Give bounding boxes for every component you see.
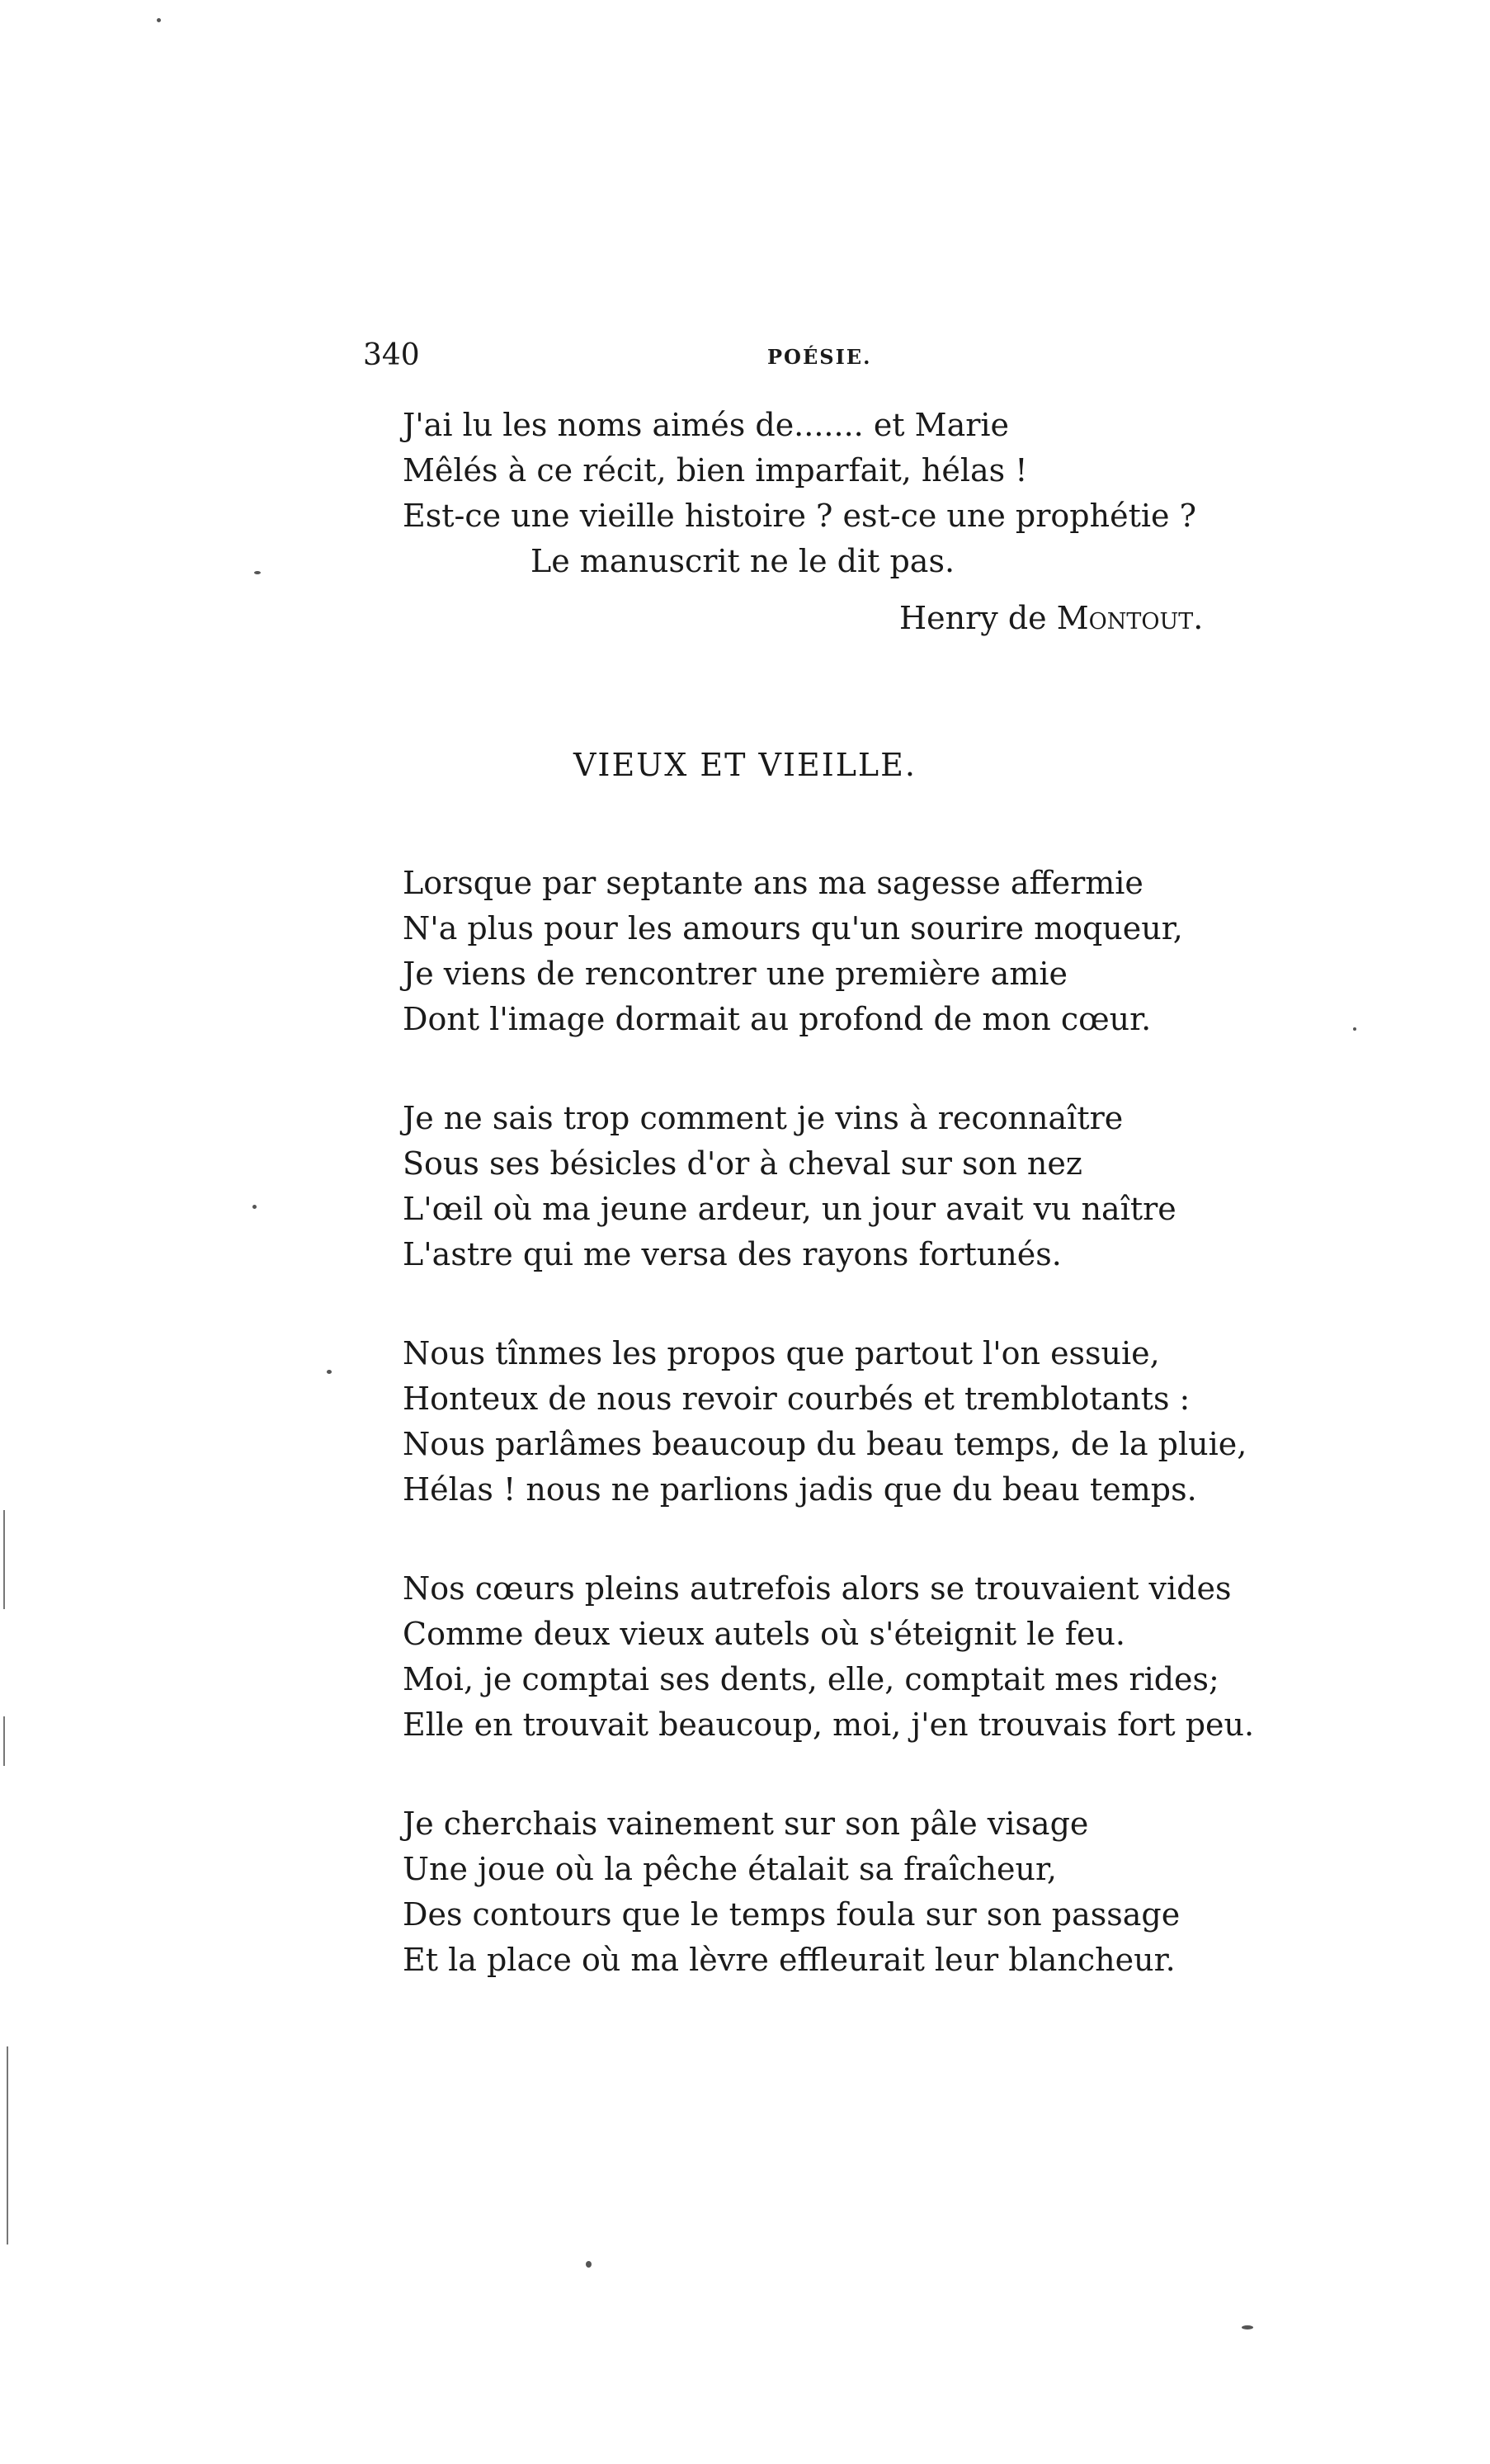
stanza-3	[403, 1331, 1247, 1513]
stanza-5	[403, 1801, 1180, 1983]
verse-line: Mêlés à ce récit, bien imparfait, hélas !	[403, 452, 1028, 489]
verse-line: Des contours que le temps foula sur son passage	[403, 1896, 1181, 1933]
verse-line: Une joue où la pêche étalait sa fraîcheur,	[403, 1851, 1058, 1887]
verse-line: Nous tînmes les propos que partout l'on essuie,	[403, 1335, 1160, 1371]
verse-line: Elle en trouvait beaucoup, moi, j'en trouvais fort peu.	[403, 1706, 1255, 1743]
scan-speck	[1242, 2325, 1253, 2329]
scan-speck	[586, 2261, 592, 2268]
running-head: POÉSIE.	[767, 345, 872, 369]
verse-line: Je cherchais vainement sur son pâle visage	[403, 1806, 1089, 1842]
stanza-1	[403, 861, 1183, 1042]
verse-line: Est-ce une vieille histoire ? est-ce une prophétie ?	[403, 498, 1196, 534]
verse-line: Moi, je comptai ses dents, elle, comptait mes rides;	[403, 1661, 1219, 1697]
author-signature	[899, 600, 1203, 636]
scan-speck	[254, 571, 261, 574]
poem-title: VIEUX ET VIEILLE.	[573, 747, 917, 783]
verse-line: Le manuscrit ne le dit pas.	[530, 543, 955, 579]
signature-name: Henry de	[899, 600, 1057, 636]
scan-speck	[252, 1205, 257, 1209]
verse-line: Sous ses bésicles d'or à cheval sur son nez	[403, 1145, 1082, 1182]
verse-line: Dont l'image dormait au profond de mon cœur.	[403, 1001, 1152, 1037]
verse-line: N'a plus pour les amours qu'un sourire moqueur,	[403, 910, 1183, 946]
scan-edge-line	[3, 1510, 5, 1609]
scan-edge-line	[7, 2046, 8, 2245]
page-number: 340	[363, 338, 420, 372]
verse-line: Nos cœurs pleins autrefois alors se trouvaient vides	[403, 1570, 1232, 1607]
verse-line: L'astre qui me versa des rayons fortunés.	[403, 1236, 1062, 1272]
verse-line: Hélas ! nous ne parlions jadis que du beau temps.	[403, 1471, 1197, 1508]
verse-line: Lorsque par septante ans ma sagesse affermie	[403, 865, 1143, 901]
verse-line: Honteux de nous revoir courbés et tremblotants :	[403, 1381, 1191, 1417]
previous-poem-ending	[403, 403, 1196, 584]
verse-line: Nous parlâmes beaucoup du beau temps, de la pluie,	[403, 1426, 1247, 1462]
verse-line: Et la place où ma lèvre effleurait leur blancheur.	[403, 1942, 1176, 1978]
page-header	[363, 338, 1188, 380]
scan-speck	[327, 1370, 332, 1374]
verse-line: Comme deux vieux autels où s'éteignit le feu.	[403, 1616, 1126, 1652]
verse-line: Je viens de rencontrer une première amie	[403, 956, 1068, 992]
verse-line: J'ai lu les noms aimés de....... et Marie	[403, 407, 1010, 443]
stanza-4	[403, 1566, 1254, 1748]
signature-surname: Montout.	[1056, 600, 1204, 636]
stanza-2	[403, 1096, 1176, 1277]
scan-speck	[157, 18, 161, 22]
verse-line: Je ne sais trop comment je vins à reconnaître	[403, 1100, 1124, 1136]
scan-edge-line	[3, 1716, 5, 1766]
scan-speck	[1353, 1027, 1356, 1031]
verse-line: L'œil où ma jeune ardeur, un jour avait vu naître	[403, 1191, 1176, 1227]
